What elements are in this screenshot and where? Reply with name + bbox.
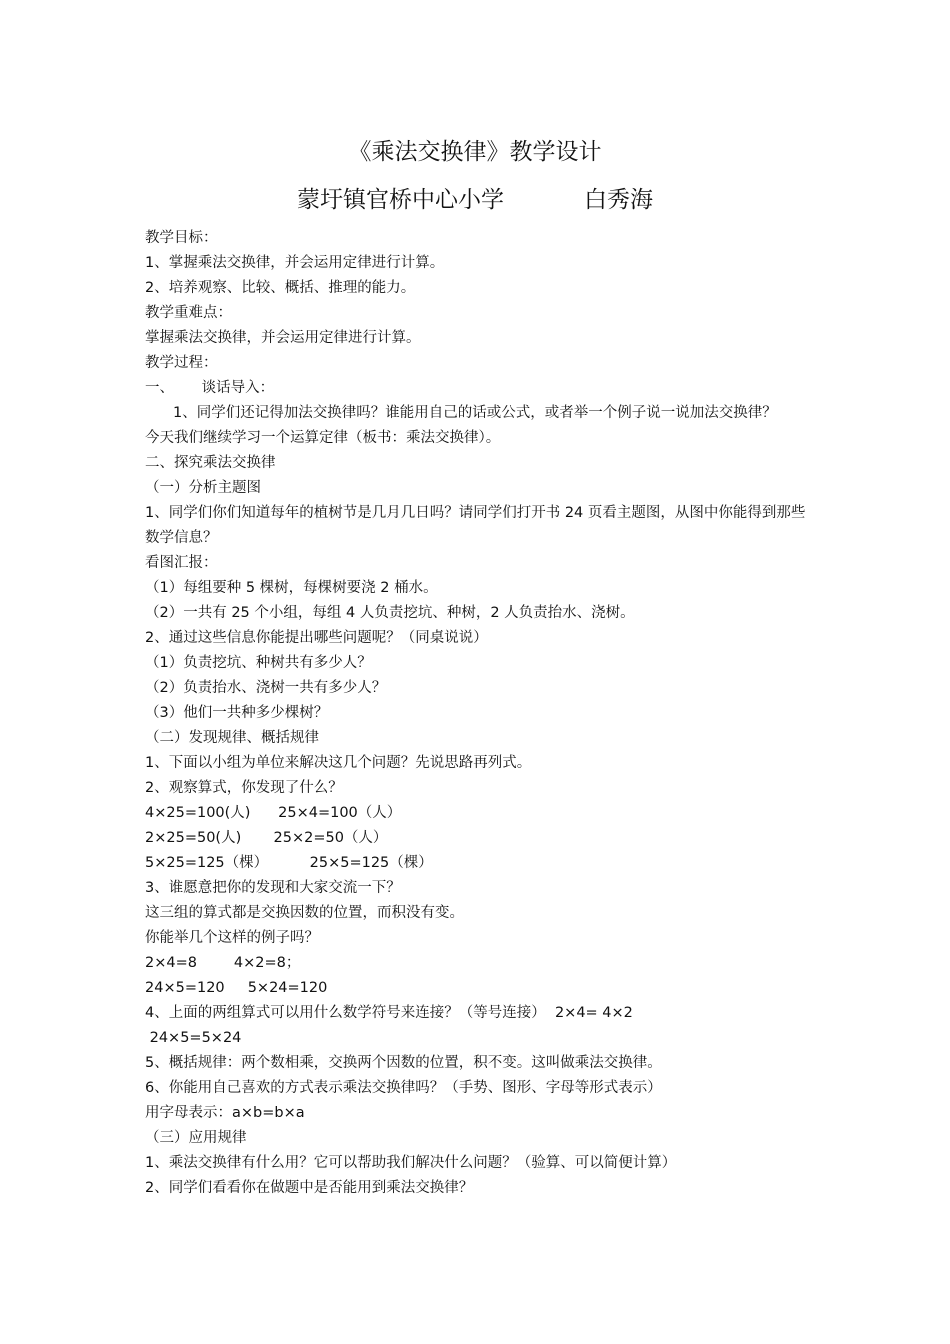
paragraph: 今天我们继续学习一个运算定律（板书：乘法交换律）。 <box>145 430 501 446</box>
paragraph: 4、上面的两组算式可以用什么数学符号来连接？（等号连接） 2×4= 4×2 <box>145 1005 633 1021</box>
paragraph: 这三组的算式都是交换因数的位置，而积没有变。 <box>145 905 464 921</box>
section-heading: 一、 谈话导入： <box>145 380 275 396</box>
equation-line: 2×4=8 4×2=8； <box>145 955 301 971</box>
equation-line: 24×5=5×24 <box>145 1030 242 1046</box>
subsection-heading: （一）分析主题图 <box>145 480 261 496</box>
paragraph: 2、培养观察、比较、概括、推理的能力。 <box>145 280 416 296</box>
paragraph: 6、你能用自己喜欢的方式表示乘法交换律吗？（手势、图形、字母等形式表示） <box>145 1080 662 1096</box>
equation-line: 4×25=100(人) 25×4=100（人） <box>145 805 402 821</box>
paragraph: 5、概括规律：两个数相乘，交换两个因数的位置，积不变。这叫做乘法交换律。 <box>145 1055 662 1071</box>
paragraph: （1）负责挖坑、种树共有多少人？ <box>145 655 372 671</box>
equation-line: 5×25=125（棵） 25×5=125（棵） <box>145 855 433 871</box>
paragraph: 1、下面以小组为单位来解决这几个问题？先说思路再列式。 <box>145 755 532 771</box>
paragraph: （1）每组要种 5 棵树，每棵树要浇 2 桶水。 <box>145 580 438 596</box>
paragraph: 教学重难点： <box>145 305 232 321</box>
paragraph: （2）一共有 25 个小组，每组 4 人负责挖坑、种树，2 人负责抬水、浇树。 <box>145 605 635 621</box>
paragraph: 1、同学们还记得加法交换律吗？谁能用自己的话或公式，或者举一个例子说一说加法交换律？ <box>173 405 777 421</box>
subsection-heading: （三）应用规律 <box>145 1130 247 1146</box>
equation-line: 24×5=120 5×24=120 <box>145 980 328 996</box>
paragraph: 1、同学们你们知道每年的植树节是几月几日吗？请同学们打开书 24 页看主题图，从图中你能得到那些数学信息？ <box>145 505 806 546</box>
paragraph: 你能举几个这样的例子吗？ <box>145 930 319 946</box>
paragraph: 1、掌握乘法交换律，并会运用定律进行计算。 <box>145 255 445 271</box>
author-name: 白秀海 <box>584 187 653 213</box>
paragraph: 教学目标： <box>145 230 218 246</box>
school-name: 蒙圩镇官桥中心小学 <box>297 187 504 213</box>
paragraph: 2、观察算式，你发现了什么？ <box>145 780 343 796</box>
author-line <box>0 184 950 216</box>
paragraph: 3、谁愿意把你的发现和大家交流一下？ <box>145 880 401 896</box>
paragraph: 看图汇报： <box>145 555 218 571</box>
document-title: 《乘法交换律》教学设计 <box>348 139 602 165</box>
paragraph: 用字母表示：a×b=b×a <box>145 1105 305 1121</box>
section-heading: 二、探究乘法交换律 <box>145 455 276 471</box>
paragraph: 教学过程： <box>145 355 218 371</box>
document-body <box>145 226 810 1201</box>
paragraph: 2、同学们看看你在做题中是否能用到乘法交换律？ <box>145 1180 474 1196</box>
paragraph: （2）负责抬水、浇树一共有多少人？ <box>145 680 387 696</box>
subsection-heading: （二）发现规律、概括规律 <box>145 730 319 746</box>
paragraph: （3）他们一共种多少棵树？ <box>145 705 329 721</box>
paragraph: 2、通过这些信息你能提出哪些问题呢？（同桌说说） <box>145 630 488 646</box>
paragraph: 1、乘法交换律有什么用？它可以帮助我们解决什么问题？（验算、可以简便计算） <box>145 1155 677 1171</box>
paragraph: 掌握乘法交换律，并会运用定律进行计算。 <box>145 330 421 346</box>
equation-line: 2×25=50(人) 25×2=50（人） <box>145 830 388 846</box>
